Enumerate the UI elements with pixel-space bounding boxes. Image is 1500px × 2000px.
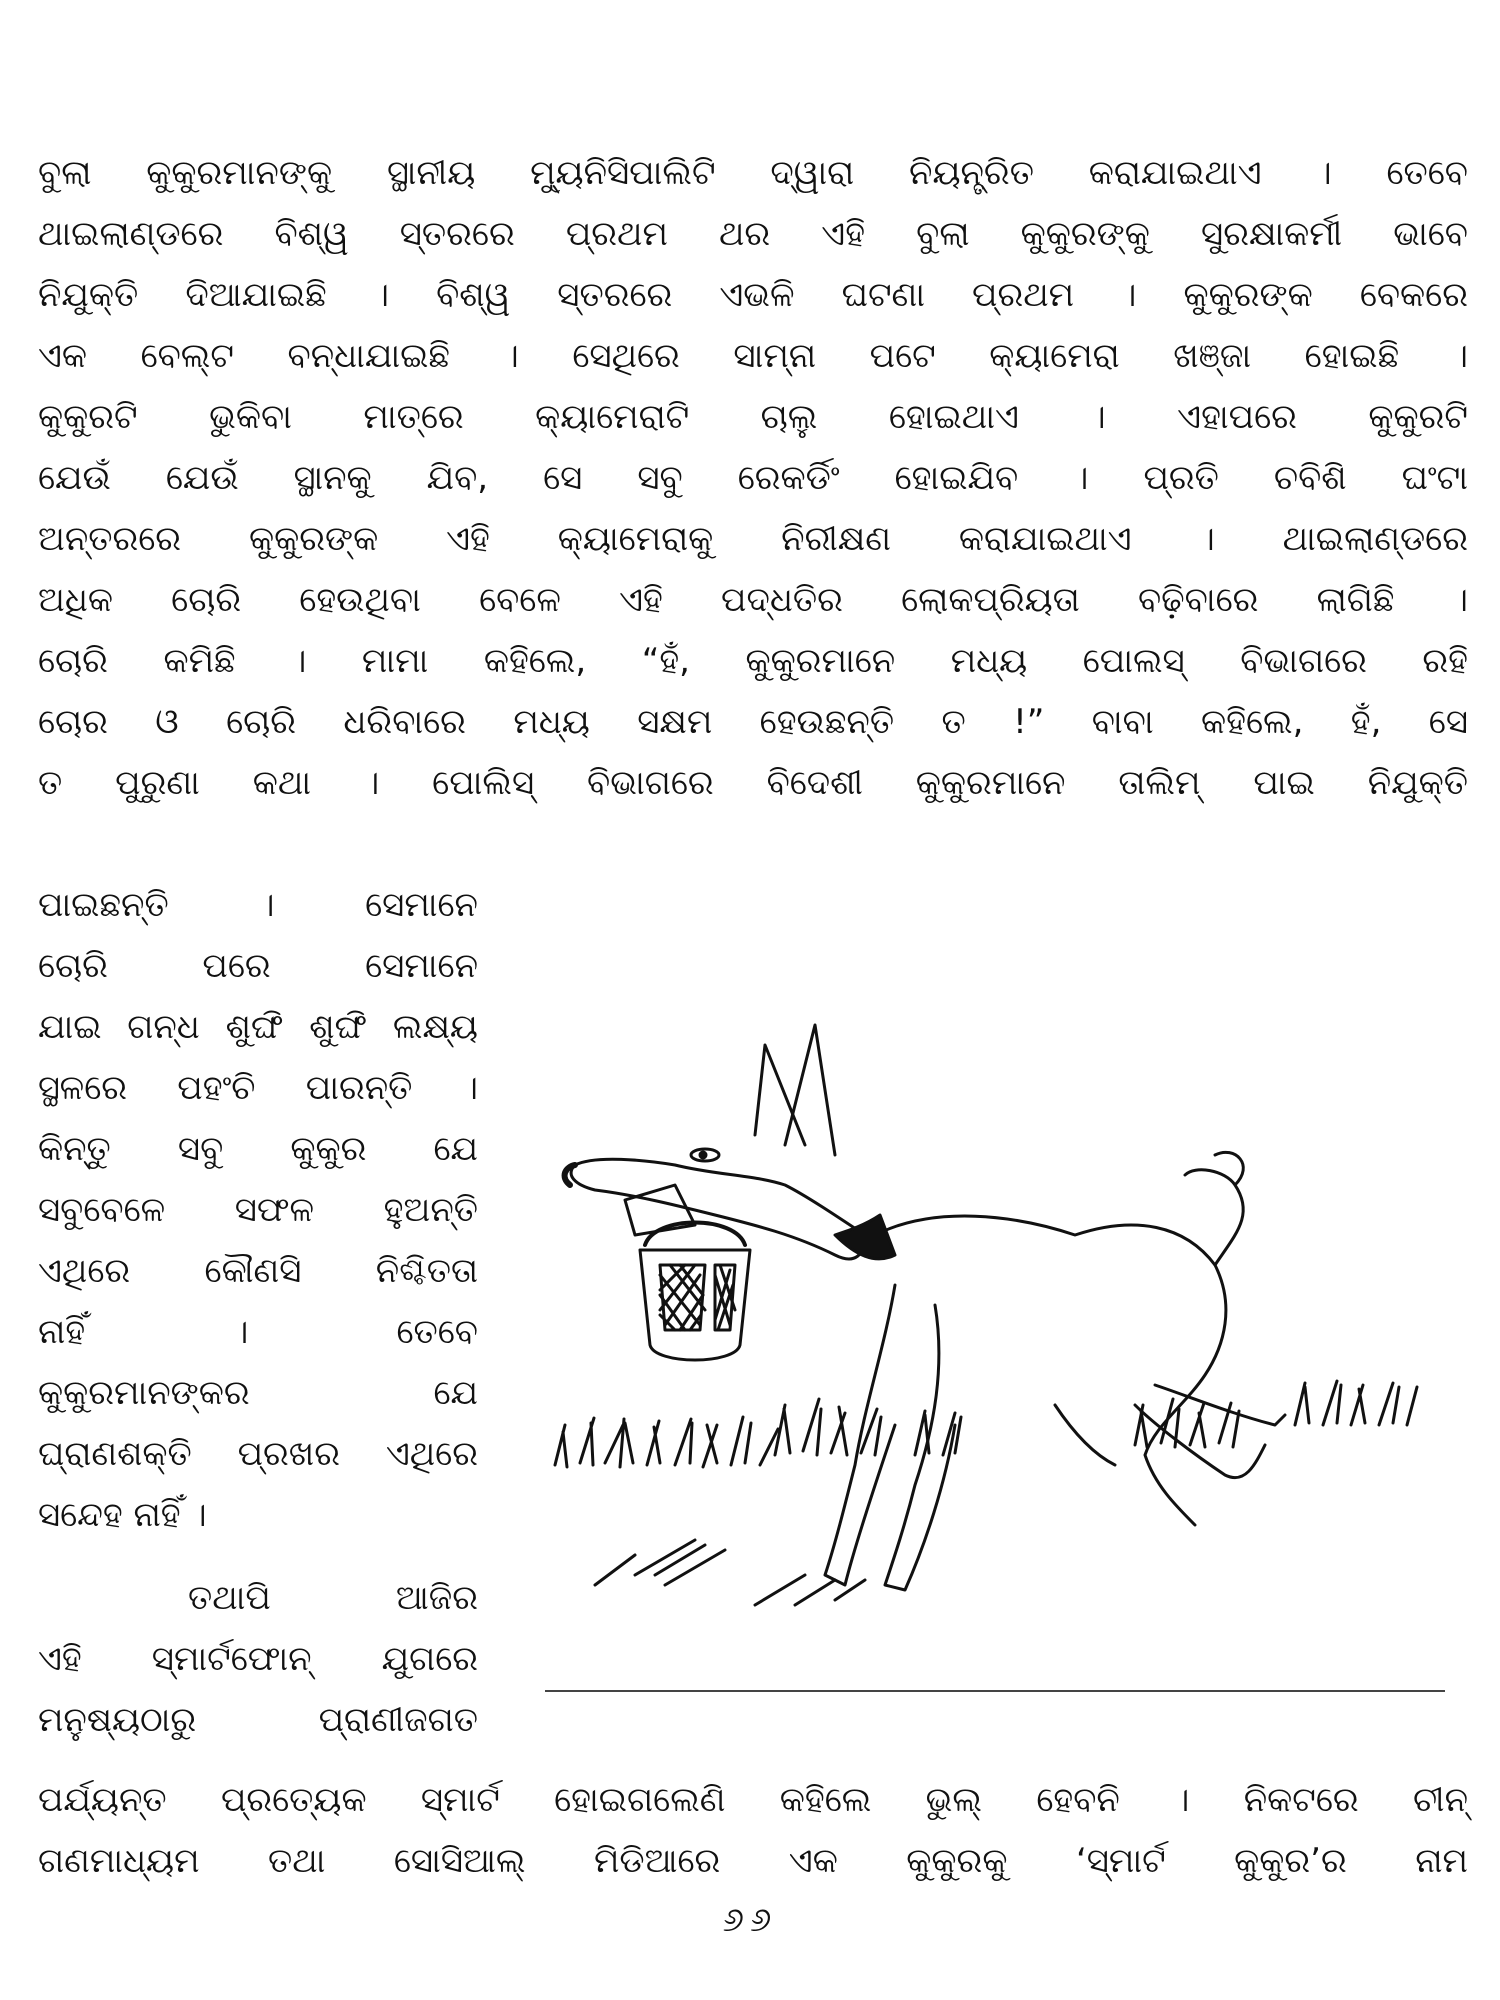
dog-tail bbox=[1185, 1152, 1243, 1265]
paragraph-bottom bbox=[38, 1770, 1468, 1892]
dog-ear bbox=[785, 1025, 835, 1155]
text-line: ସ୍ଥଳରେ ପହଂଚି ପାରନ୍ତି । bbox=[38, 1068, 478, 1108]
text-line: ତ ପୁରୁଣା କଥା । ପୋଲିସ୍ ବିଭାଗରେ ବିଦେଶୀ କୁକୁରମାନେ ତାଲିମ୍ ପାଇ ନିଯୁକ୍ତି bbox=[38, 763, 1468, 803]
dog-carrying-basket-icon bbox=[535, 985, 1435, 1690]
paragraph-top bbox=[38, 143, 1468, 814]
text-line: ଘ୍ରାଣଶକ୍ତି ପ୍ରଖର ଏଥିରେ bbox=[38, 1434, 478, 1474]
text-line: ଚୋରି ପରେ ସେମାନେ bbox=[38, 946, 478, 986]
text-line: ଏହି ସ୍ମାର୍ଟଫୋନ୍ ଯୁଗରେ bbox=[38, 1639, 478, 1679]
text-line: ନାହିଁ । ତେବେ bbox=[38, 1312, 478, 1352]
text-line: ଚୋର ଓ ଚୋରି ଧରିବାରେ ମଧ୍ୟ ସକ୍ଷମ ହେଉଛନ୍ତି ତ !” ବାବା କହିଲେ, ହଁ, ସେ bbox=[38, 702, 1468, 742]
text-line: କିନ୍ତୁ ସବୁ କୁକୁର ଯେ bbox=[38, 1129, 478, 1169]
text-line: ଯେଉଁ ଯେଉଁ ସ୍ଥାନକୁ ଯିବ, ସେ ସବୁ ରେକର୍ଡିଂ ହୋଇଯିବ । ପ୍ରତି ଚବିଶି ଘଂଟା bbox=[38, 458, 1468, 498]
text-line: ଯାଇ ଗନ୍ଧ ଶୁଙ୍ଘି ଶୁଙ୍ଘି ଲକ୍ଷ୍ୟ bbox=[38, 1007, 478, 1047]
paragraph-side bbox=[38, 875, 478, 1751]
text-line: ଅନ୍ତରରେ କୁକୁରଙ୍କ ଏହି କ୍ୟାମେରାକୁ ନିରୀକ୍ଷଣ କରାଯାଇଥାଏ । ଥାଇଲାଣ୍ଡରେ bbox=[38, 519, 1468, 559]
text-line: ଚୋରି କମିଛି । ମାମା କହିଲେ, “ହଁ, କୁକୁରମାନେ ମଧ୍ୟ ପୋଲସ୍ ବିଭାଗରେ ରହି bbox=[38, 641, 1468, 681]
paragraph-gap bbox=[38, 1546, 478, 1568]
text-line: ପର୍ଯ୍ୟନ୍ତ ପ୍ରତ୍ୟେକ ସ୍ମାର୍ଟ ହୋଇଗଲେଣି କହିଲେ ଭୁଲ୍ ହେବନି । ନିକଟରେ ଚୀନ୍ bbox=[38, 1780, 1468, 1820]
text-line: ଅଧିକ ଚୋରି ହେଉଥିବା ବେଳେ ଏହି ପଦ୍ଧତିର ଲୋକପ୍ରିୟତା ବଢ଼ିବାରେ ଲାଗିଛି । bbox=[38, 580, 1468, 620]
dog-front-leg bbox=[825, 1285, 895, 1585]
dog-hind-leg bbox=[1155, 1385, 1285, 1425]
text-line: ସବୁବେଳେ ସଫଳ ହୁଅନ୍ତି bbox=[38, 1190, 478, 1230]
text-line: ମନୁଷ୍ୟଠାରୁ ପ୍ରାଣୀଜଗତ bbox=[38, 1700, 478, 1740]
text-line: ତଥାପି ଆଜିର bbox=[188, 1578, 478, 1618]
dog-head bbox=[571, 1159, 865, 1259]
grass-icon bbox=[555, 1381, 1417, 1605]
basket-icon bbox=[625, 1185, 750, 1360]
text-line: ଥାଇଲାଣ୍ଡରେ ବିଶ୍ୱ ସ୍ତରରେ ପ୍ରଥମ ଥର ଏହି ବୁଲା କୁକୁରଙ୍କୁ ସୁରକ୍ଷାକର୍ମୀ ଭାବେ bbox=[38, 214, 1468, 254]
text-line: ଏକ ବେଲ୍ଟ ବନ୍ଧାଯାଇଛି । ସେଥିରେ ସାମ୍ନା ପଟେ କ୍ୟାମେରା ଖଞ୍ଜା ହୋଇଛି । bbox=[38, 336, 1468, 376]
text-line: ଗଣମାଧ୍ୟମ ତଥା ସୋସିଆଲ୍ ମିଡିଆରେ ଏକ କୁକୁରକୁ ‘ସ୍ମାର୍ଟ କୁକୁର’ର ନାମ bbox=[38, 1841, 1468, 1881]
text-line: ନିଯୁକ୍ତି ଦିଆଯାଇଛି । ବିଶ୍ୱ ସ୍ତରରେ ଏଭଳି ଘଟଣା ପ୍ରଥମ । କୁକୁରଙ୍କ ବେକରେ bbox=[38, 275, 1468, 315]
dog-body bbox=[875, 1216, 1226, 1525]
text-line: କୁକୁରମାନଙ୍କର ଯେ bbox=[38, 1373, 478, 1413]
text-line: ପାଇଛନ୍ତି । ସେମାନେ bbox=[38, 885, 478, 925]
text-line: ସନ୍ଦେହ ନାହିଁ । bbox=[38, 1495, 207, 1535]
text-line: ଏଥିରେ କୌଣସି ନିଶ୍ଚିତତା bbox=[38, 1251, 478, 1291]
text-line: କୁକୁରଟି ଭୁକିବା ମାତ୍ରେ କ୍ୟାମେରାଟି ଚାଲୁ ହୋଇଥାଏ । ଏହାପରେ କୁକୁରଟି bbox=[38, 397, 1468, 437]
page-number: ୬୬ bbox=[722, 1900, 778, 1940]
text-line: ବୁଲା କୁକୁରମାନଙ୍କୁ ସ୍ଥାନୀୟ ମ୍ୟୁନିସିପାଲିଟି ଦ୍ୱାରା ନିୟନ୍ତ୍ରିତ କରାଯାଇଥାଏ । ତେବେ bbox=[38, 153, 1468, 193]
illustration-baseline bbox=[545, 1690, 1445, 1692]
